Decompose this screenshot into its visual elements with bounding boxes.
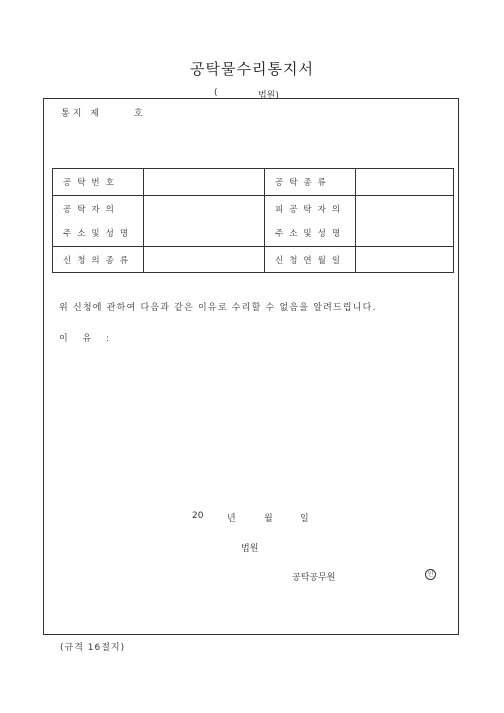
application-date-label: 신청연월일 [265,247,356,273]
deposit-type-label: 공탁종류 [265,169,356,196]
deposit-number-value [144,169,265,196]
date-day: 일 [300,514,309,524]
depositor-label-bottom: 주소및성명 [63,229,135,239]
table-row [53,247,454,273]
date-year: 년 [227,514,236,524]
paper-size-footer: (규격 16절지) [60,643,126,653]
depositor-value [144,196,265,247]
deposit-number-label: 공탁번호 [53,169,144,196]
depositee-value [356,196,454,247]
depositee-label-top: 피공탁자의 [275,205,347,215]
court-open-paren: ( [214,88,218,98]
reason-label: 이 유 : [59,334,116,344]
notice-number-label: 통지 제 [61,109,102,119]
depositee-label [265,196,356,247]
notice-number-suffix: 호 [134,109,143,119]
depositor-label-top: 공탁자의 [63,205,120,215]
court-suffix: 법원) [258,91,279,101]
court-label: 법원 [241,544,259,554]
deposit-info-table [52,168,454,273]
table-row [53,196,454,247]
deposit-type-value [356,169,454,196]
date-year-prefix: 20 [192,511,204,521]
application-date-value [356,247,454,273]
application-type-value [144,247,265,273]
table-row [53,169,454,196]
official-label: 공탁공무원 [292,573,336,583]
application-type-label: 신청의종류 [53,247,144,273]
notice-text: 위 신청에 관하여 다음과 같은 이유로 수리할 수 없음을 알려드립니다. [59,303,377,313]
depositee-label-bottom: 주소및성명 [275,229,347,239]
date-month: 월 [264,514,273,524]
document-title: 공탁물수리통지서 [190,60,314,78]
seal-icon: 인 [425,569,436,580]
depositor-label [53,196,144,247]
